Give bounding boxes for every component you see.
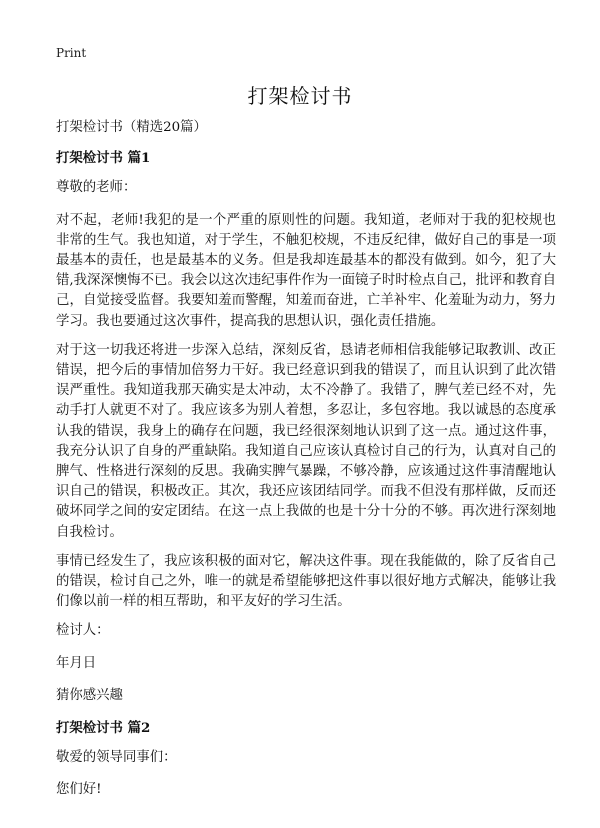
greeting-2: 敬爱的领导同事们： [56,750,177,766]
paragraph-2: 对于这一切我还将进一步深入总结，深刻反省，恳请老师相信我能够记取教训、改正错误，把今后的事情加倍努力干好。我已经意识到我的错误了，而且认识到了此次错误严重性。我知道我那天确实是太冲动，太不冷静了。我错了，脾气差已经不对，先动手打人就更不对了。我应该多为别人着想，多忍让，多包容地。我以诚恳的态度承认我的错误，我身上的确存在问题，我已经很深刻地认识到了这一点。通过这件事，我充分认识了自身的严重缺陷。我知道自己应该认真检讨自己的行为，认真对自己的脾气、性格进行深刻的反思。我确实脾气暴躁，不够冷静，应该通过这件事清醒地认识自己的错误，积极改正。其次，我还应该团结同学。而我不但没有那样做，反而还破坏同学之间的安定团结。在这一点上我做的也是十分十分的不够。再次进行深刻地自我检讨。 [56,342,556,540]
document-body [56,118,556,813]
greeting-1: 尊敬的老师： [56,180,137,196]
section-heading-2: 打架检讨书 篇2 [56,720,151,737]
print-link[interactable]: Print [56,46,87,60]
date-label: 年月日 [56,655,97,671]
page-title: 打架检讨书 [247,84,353,108]
section-heading-1: 打架检讨书 篇1 [56,150,151,167]
signer-label: 检讨人： [56,623,110,639]
related-link[interactable]: 猜你感兴趣 [56,687,123,703]
paragraph-1: 对不起，老师!我犯的是一个严重的原则性的问题。我知道，老师对于我的犯校规也非常的生气。我也知道，对于学生，不触犯校规，不违反纪律，做好自己的事是一项最基本的责任，也是最基本的义务。但是我却连最基本的都没有做到。如今，犯了大错,我深深懊悔不已。我会以这次违纪事件作为一面镜子时时检点自己，批评和教育自己，自觉接受监督。我要知羞而警醒，知羞而奋进，亡羊补牢、化羞耻为动力，努力学习。我也要通过这次事件，提高我的思想认识，强化责任措施。 [56,212,556,329]
paragraph-3: 事情已经发生了，我应该积极的面对它，解决这件事。现在我能做的，除了反省自己的错误，检讨自己之外，唯一的就是希望能够把这件事以很好地方式解决，能够让我们像以前一样的相互帮助，和平友好的学习生活。 [56,553,556,610]
salutation-2: 您们好! [56,782,102,798]
document-subtitle: 打架检讨书（精选20篇） [56,120,207,135]
